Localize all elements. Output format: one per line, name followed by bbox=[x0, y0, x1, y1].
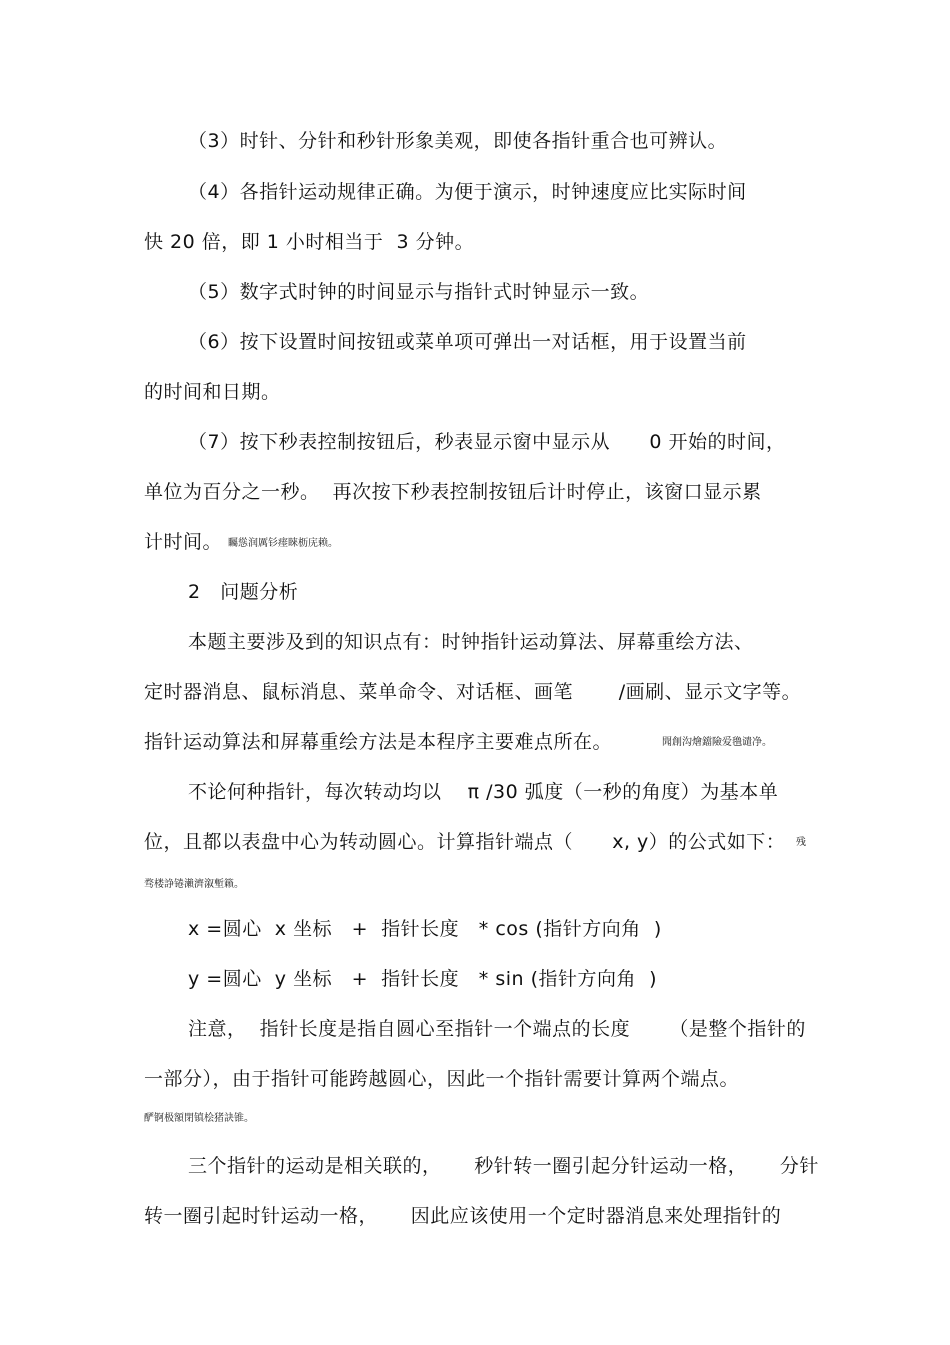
text-line-7: （7）按下秒表控制按钮后，秒表显示窗中显示从 0 开始的时间， bbox=[188, 431, 786, 453]
text-line-1: （3）时针、分针和秒针形象美观，即使各指针重合也可辨认。 bbox=[188, 130, 728, 152]
text-line-18: 注意， 指针长度是指自圆心至指针一个端点的长度 （是整个指针的 bbox=[188, 1018, 806, 1040]
formula-y: y =圆心 y 坐标 + 指针长度 * sin (指针方向角 ) bbox=[188, 968, 658, 990]
section-heading: 2 问题分析 bbox=[188, 581, 299, 603]
text-line-8: 单位为百分之一秒。 再次按下秒表控制按钮后计时停止，该窗口显示累 bbox=[144, 481, 762, 503]
text-line-14: 不论何种指针，每次转动均以 π /30 弧度（一秒的角度）为基本单 bbox=[188, 781, 779, 803]
garbled-note-4: 酽锕极額閉镇桧猪訣锥。 bbox=[144, 1113, 254, 1124]
text-line-13: 指针运动算法和屏幕重绘方法是本程序主要难点所在。 bbox=[144, 731, 613, 753]
text-line-2: （4）各指针运动规律正确。为便于演示，时钟速度应比实际时间 bbox=[188, 181, 747, 203]
text-line-15: 位，且都以表盘中心为转动圆心。计算指针端点（ x, y）的公式如下： bbox=[144, 831, 786, 853]
text-line-19: 一部分），由于指针可能跨越圆心，因此一个指针需要计算两个端点。 bbox=[144, 1068, 740, 1090]
text-line-6: 的时间和日期。 bbox=[144, 381, 281, 403]
text-line-11: 本题主要涉及到的知识点有：时钟指针运动算法、屏幕重绘方法、 bbox=[188, 631, 754, 653]
text-line-5: （6）按下设置时间按钮或菜单项可弹出一对话框，用于设置当前 bbox=[188, 331, 747, 353]
garbled-note-3b: 骛楼諍锩瀨濟溆塹籟。 bbox=[144, 879, 244, 890]
text-line-4: （5）数字式时钟的时间显示与指针式时钟显示一致。 bbox=[188, 281, 650, 303]
garbled-note-2: 聞創沟燴鐺險爱氇谴净。 bbox=[662, 737, 772, 748]
text-line-21: 转一圈引起时针运动一格， 因此应该使用一个定时器消息来处理指针的 bbox=[144, 1205, 782, 1227]
text-line-3: 快 20 倍，即 1 小时相当于 3 分钟。 bbox=[144, 231, 475, 253]
garbled-note-3a: 残 bbox=[796, 837, 806, 848]
garbled-note-1: 矚慫润厲钐瘗睞枥庑赖。 bbox=[228, 538, 338, 549]
text-line-9: 计时间。 bbox=[144, 531, 223, 553]
text-line-12: 定时器消息、鼠标消息、菜单命令、对话框、画笔 /画刷、显示文字等。 bbox=[144, 681, 802, 703]
text-line-20: 三个指针的运动是相关联的， 秒针转一圈引起分针运动一格， 分针 bbox=[188, 1155, 819, 1177]
formula-x: x =圆心 x 坐标 + 指针长度 * cos (指针方向角 ) bbox=[188, 918, 662, 940]
